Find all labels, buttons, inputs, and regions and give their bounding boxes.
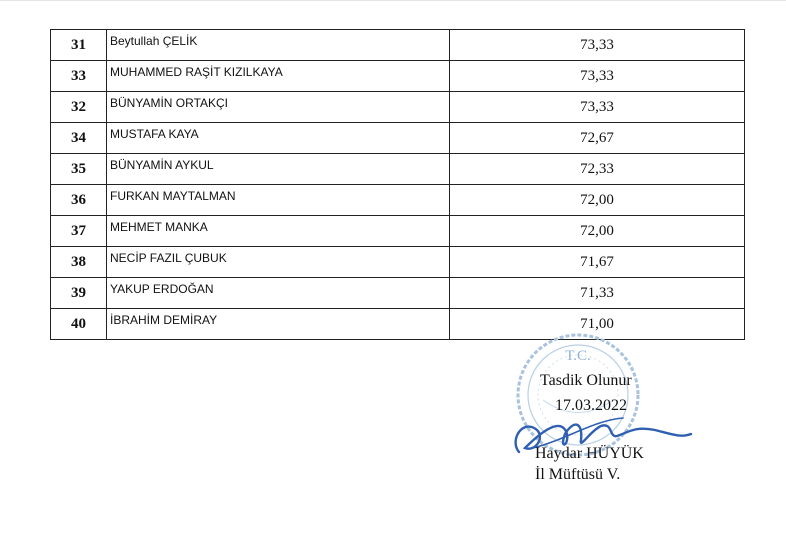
name-cell: YAKUP ERDOĞAN <box>107 278 450 309</box>
results-table <box>50 29 745 340</box>
rank-cell: 34 <box>51 123 107 154</box>
table-row <box>51 30 745 61</box>
rank-cell: 31 <box>51 30 107 61</box>
signatory-title: İl Müftüsü V. <box>535 466 621 483</box>
name-cell: FURKAN MAYTALMAN <box>107 185 450 216</box>
table-row <box>51 278 745 309</box>
table-row <box>51 154 745 185</box>
score-cell: 71,33 <box>450 278 745 309</box>
name-cell: İBRAHİM DEMİRAY <box>107 309 450 340</box>
rank-cell: 37 <box>51 216 107 247</box>
score-cell: 73,33 <box>450 92 745 123</box>
score-cell: 72,00 <box>450 185 745 216</box>
rank-cell: 36 <box>51 185 107 216</box>
table-row <box>51 61 745 92</box>
rank-cell: 32 <box>51 92 107 123</box>
table-row <box>51 123 745 154</box>
name-cell: Beytullah ÇELİK <box>107 30 450 61</box>
table-row <box>51 185 745 216</box>
approval-date: 17.03.2022 <box>555 397 627 414</box>
score-cell: 72,33 <box>450 154 745 185</box>
seal-text: T.C. <box>565 348 591 364</box>
name-cell: MUSTAFA KAYA <box>107 123 450 154</box>
approval-block <box>505 330 705 500</box>
score-cell: 71,00 <box>450 309 745 340</box>
table-row <box>51 92 745 123</box>
name-cell: NECİP FAZIL ÇUBUK <box>107 247 450 278</box>
name-cell: MUHAMMED RAŞİT KIZILKAYA <box>107 61 450 92</box>
name-cell: BÜNYAMİN AYKUL <box>107 154 450 185</box>
name-cell: MEHMET MANKA <box>107 216 450 247</box>
rank-cell: 38 <box>51 247 107 278</box>
table-row <box>51 247 745 278</box>
score-cell: 72,67 <box>450 123 745 154</box>
score-cell: 73,33 <box>450 61 745 92</box>
rank-cell: 33 <box>51 61 107 92</box>
approval-line: Tasdik Olunur <box>540 372 632 389</box>
score-cell: 72,00 <box>450 216 745 247</box>
rank-cell: 39 <box>51 278 107 309</box>
rank-cell: 35 <box>51 154 107 185</box>
rank-cell: 40 <box>51 309 107 340</box>
signatory-name: Haydar HÜYÜK <box>535 445 644 462</box>
top-border-line <box>0 0 786 1</box>
score-cell: 73,33 <box>450 30 745 61</box>
name-cell: BÜNYAMİN ORTAKÇI <box>107 92 450 123</box>
table-row <box>51 216 745 247</box>
score-cell: 71,67 <box>450 247 745 278</box>
